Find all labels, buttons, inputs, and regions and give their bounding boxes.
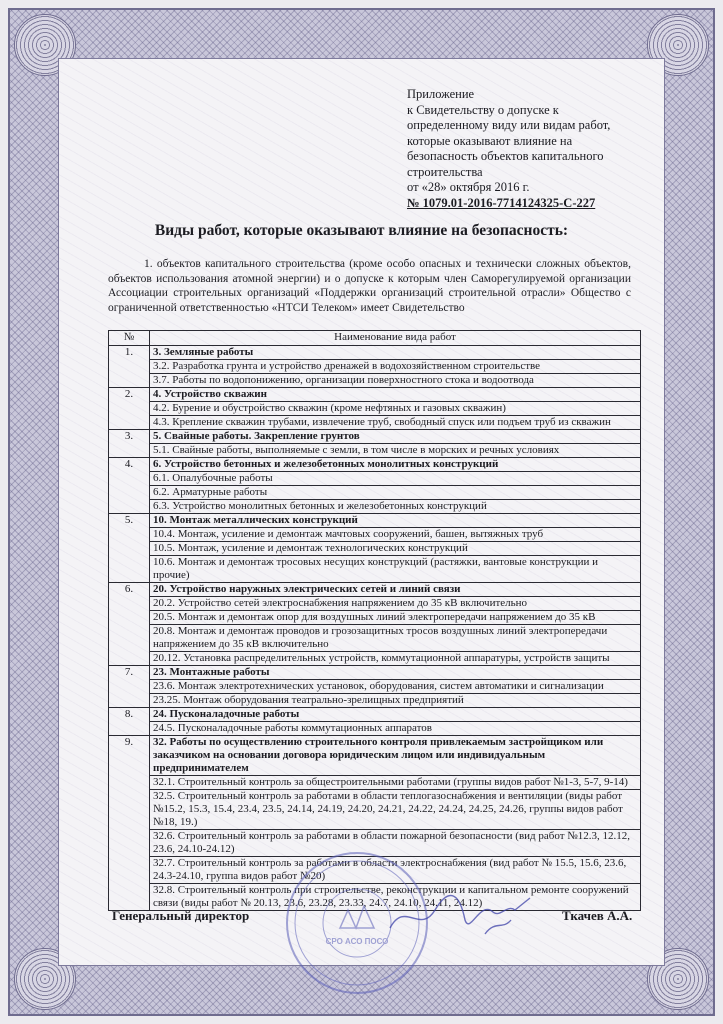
table-row: [109, 430, 641, 458]
row-content: [150, 346, 641, 388]
appendix-block: [407, 87, 639, 211]
work-item: 23.25. Монтаж оборудования театрально-зрелищных предприятий: [150, 693, 640, 707]
table-body: [109, 346, 641, 911]
work-item: 6.1. Опалубочные работы: [150, 471, 640, 485]
work-item: 10.5. Монтаж, усиление и демонтаж технологических конструкций: [150, 541, 640, 555]
work-item: 6.3. Устройство монолитных бетонных и железобетонных конструкций: [150, 499, 640, 513]
handwritten-signature: [385, 890, 535, 940]
work-item: 23.6. Монтаж электротехнических установок, оборудования, систем автоматики и сигнализации: [150, 679, 640, 693]
signatory-name: Ткачев А.А.: [562, 908, 633, 923]
work-item: 32.8. Строительный контроль при строительстве, реконструкции и капитальном ремонте сооружений связи (виды работ № 20.13, 23.6, 23.28, 23.33, 24.7, 24.10, 24.11, 24.12): [150, 883, 640, 910]
table-row: [109, 708, 641, 736]
work-item: 5.1. Свайные работы, выполняемые с земли, в том числе в морских и речных условиях: [150, 443, 640, 457]
appendix-date: от «28» октября 2016 г.: [407, 180, 530, 194]
work-item: 4.2. Бурение и обустройство скважин (кроме нефтяных и газовых скважин): [150, 401, 640, 415]
row-content: [150, 458, 641, 514]
work-group-title: 20. Устройство наружных электрических сетей и линий связи: [153, 583, 461, 595]
row-number: 8.: [109, 708, 150, 736]
table-row: [109, 514, 641, 583]
appendix-line: безопасность объектов капитального: [407, 149, 604, 163]
work-item: 32.7. Строительный контроль за работами в области электроснабжения (вид работ № 15.5, 15.6, 23.6, 24.3-24.10, группа видов работ №20): [150, 856, 640, 883]
work-item: 4.3. Крепление скважин трубами, извлечение труб, свободный спуск или подъем труб из скважин: [150, 415, 640, 429]
work-group-title: 6. Устройство бетонных и железобетонных монолитных конструкций: [153, 458, 499, 470]
row-content: [150, 514, 641, 583]
work-item: 3.7. Работы по водопонижению, организации поверхностного стока и водоотвода: [150, 373, 640, 387]
table-row: [109, 346, 641, 388]
row-content: [150, 430, 641, 458]
work-item: 20.12. Установка распределительных устройств, коммутационной аппаратуры, устройств защиты: [150, 651, 640, 665]
row-number: 5.: [109, 514, 150, 583]
row-content: [150, 388, 641, 430]
row-number: 3.: [109, 430, 150, 458]
works-table: [108, 330, 641, 911]
work-group-title: 5. Свайные работы. Закрепление грунтов: [153, 430, 360, 442]
column-header-name: Наименование вида работ: [150, 331, 641, 346]
work-group-title: 4. Устройство скважин: [153, 388, 267, 400]
appendix-line: к Свидетельству о допуске к: [407, 102, 559, 117]
work-item: 32.5. Строительный контроль за работами в области теплогазоснабжения и вентиляции (виды работ №15.2, 15.3, 15.4, 23.4, 23.5, 24.14, 24.19, 24.20, 24.21, 24.22, 24.24, 24.25, 24.26, группы видов работ №18, 19.): [150, 789, 640, 829]
work-item: 20.2. Устройство сетей электроснабжения напряжением до 35 кВ включительно: [150, 596, 640, 610]
work-item: 6.2. Арматурные работы: [150, 485, 640, 499]
row-number: 6.: [109, 583, 150, 666]
appendix-line: Приложение: [407, 87, 475, 101]
work-group-title: 24. Пусконаладочные работы: [153, 708, 300, 720]
row-number: 7.: [109, 666, 150, 708]
row-number: 4.: [109, 458, 150, 514]
work-group-title: 10. Монтаж металлических конструкций: [153, 514, 358, 526]
work-group-title: 3. Земляные работы: [153, 346, 254, 358]
row-content: [150, 583, 641, 666]
appendix-line: определенному виду или видам работ,: [407, 118, 611, 132]
work-item: 10.4. Монтаж, усиление и демонтаж мачтовых сооружений, башен, вытяжных труб: [150, 527, 640, 541]
work-group-title: 23. Монтажные работы: [153, 666, 270, 678]
row-number: 2.: [109, 388, 150, 430]
work-item: 20.5. Монтаж и демонтаж опор для воздушных линий электропередачи напряжением до 35 кВ: [150, 610, 640, 624]
row-number: 9.: [109, 736, 150, 911]
appendix-line: которые оказывают влияние на: [407, 133, 573, 148]
work-item: 20.8. Монтаж и демонтаж проводов и грозозащитных тросов воздушных линий электропередачи напряжением до 35 кВ включительно: [150, 624, 640, 651]
appendix-line: строительства: [407, 164, 483, 179]
column-header-number: №: [109, 331, 150, 346]
work-item: 3.2. Разработка грунта и устройство дренажей в водохозяйственном строительстве: [150, 359, 640, 373]
work-item: 10.6. Монтаж и демонтаж тросовых несущих конструкций (растяжки, вантовые конструкции и прочие): [150, 555, 640, 582]
signatory-position: Генеральный директор: [112, 908, 250, 923]
work-item: 24.5. Пусконаладочные работы коммутационных аппаратов: [150, 721, 640, 735]
row-content: [150, 666, 641, 708]
work-group-title: 32. Работы по осуществлению строительного контроля привлекаемым застройщиком или заказчиком на основании договора юридическим лицом или индивидуальным предпринимателем: [153, 736, 604, 774]
row-number: 1.: [109, 346, 150, 388]
table-header-row: [109, 331, 641, 346]
intro-paragraph: 1. объектов капитального строительства (кроме особо опасных и технически сложных объектов, объектов использования атомной энергии) и о допуске к которым член Саморегулируемой организации Ассоциации строительных организаций «Поддержки организаций строительной отрасли» Общество с ограниченной ответственностью «НТСИ Телеком» имеет Свидетельство: [108, 258, 631, 314]
work-item: 32.1. Строительный контроль за общестроительными работами (группы видов работ №1-3, 5-7, 9-14): [150, 775, 640, 789]
document-title: Виды работ, которые оказывают влияние на безопасность:: [154, 222, 569, 239]
seal-text: СРО АСО ПОСО: [325, 937, 389, 946]
table-row: [109, 458, 641, 514]
work-item: 32.6. Строительный контроль за работами в области пожарной безопасности (вид работ №12.3, 12.12, 23.6, 24.10-24.12): [150, 829, 640, 856]
table-row: [109, 388, 641, 430]
table-row: [109, 583, 641, 666]
table-row: [109, 666, 641, 708]
certificate-number: № 1079.01-2016-7714124325-С-227: [407, 195, 596, 210]
row-content: [150, 708, 641, 736]
